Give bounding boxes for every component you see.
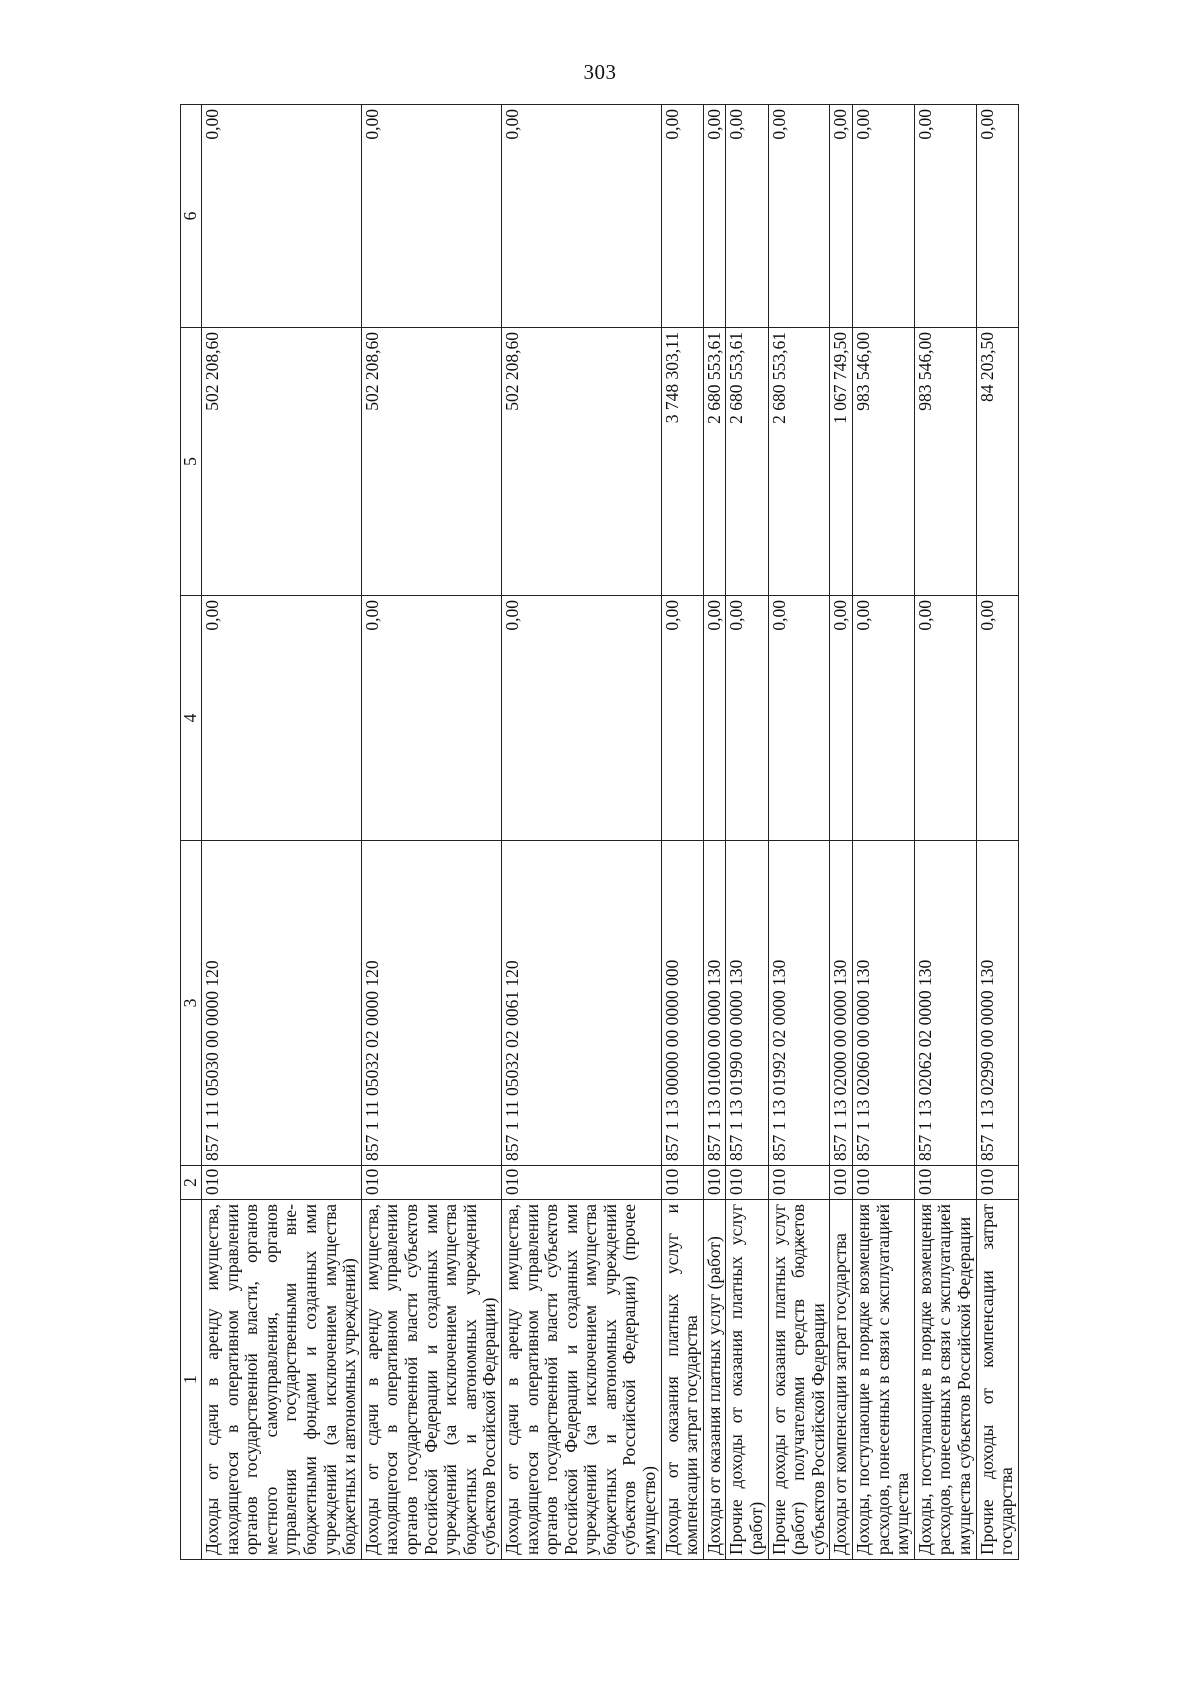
column-5-value: 983 546,00 (853, 328, 915, 596)
line-code: 010 (501, 1166, 661, 1200)
budget-classification-code: 857 1 13 01992 02 0000 130 (768, 841, 830, 1166)
page-number: 303 (583, 60, 617, 84)
budget-classification-code: 857 1 11 05030 00 0000 120 (202, 841, 362, 1166)
column-4-value: 0,00 (202, 596, 362, 841)
column-5-value: 502 208,60 (361, 328, 501, 596)
table-row (976, 105, 1018, 1560)
column-5-value: 3 748 303,11 (661, 328, 703, 596)
header-cell-4: 4 (181, 596, 202, 841)
column-6-value: 0,00 (501, 105, 661, 328)
budget-classification-code: 857 1 13 00000 00 0000 000 (661, 841, 703, 1166)
column-6-value: 0,00 (768, 105, 830, 328)
revenue-name: Доходы от сдачи в аренду имущества, находящегося в оперативном управлении органов государственной власти субъектов Российской Федерации и созданных ими учреждений (за исключением имущества бюджетных и автономных учреждений субъектов Российской Федерации) (прочее имущество) (501, 1200, 661, 1560)
header-cell-5: 5 (181, 328, 202, 596)
revenue-name: Доходы от оказания платных услуг и компенсации затрат государства (661, 1200, 703, 1560)
revenue-name: Прочие доходы от оказания платных услуг (работ) получателями средств бюджетов субъектов Российской Федерации (768, 1200, 830, 1560)
rotated-table-container (180, 105, 1150, 1560)
table-row (914, 105, 976, 1560)
line-code: 010 (703, 1166, 726, 1200)
line-code: 010 (830, 1166, 853, 1200)
column-6-value: 0,00 (703, 105, 726, 328)
column-6-value: 0,00 (726, 105, 768, 328)
column-5-value: 84 203,50 (976, 328, 1018, 596)
table-row (830, 105, 853, 1560)
table-row (726, 105, 768, 1560)
column-5-value: 1 067 749,50 (830, 328, 853, 596)
line-code: 010 (768, 1166, 830, 1200)
column-5-value: 2 680 553,61 (726, 328, 768, 596)
budget-classification-code: 857 1 13 02000 00 0000 130 (830, 841, 853, 1166)
table-row (661, 105, 703, 1560)
table-row (501, 105, 661, 1560)
column-4-value: 0,00 (661, 596, 703, 841)
column-4-value: 0,00 (361, 596, 501, 841)
table-row (361, 105, 501, 1560)
column-6-value: 0,00 (202, 105, 362, 328)
column-6-value: 0,00 (661, 105, 703, 328)
column-5-value: 502 208,60 (501, 328, 661, 596)
revenue-name: Прочие доходы от оказания платных услуг (работ) (726, 1200, 768, 1560)
budget-classification-code: 857 1 13 01990 00 0000 130 (726, 841, 768, 1166)
revenue-name: Доходы, поступающие в порядке возмещения расходов, понесенных в связи с эксплуатацией имущества субъектов Российской Федерации (914, 1200, 976, 1560)
budget-classification-code: 857 1 11 05032 02 0061 120 (501, 841, 661, 1166)
line-code: 010 (202, 1166, 362, 1200)
column-4-value: 0,00 (976, 596, 1018, 841)
column-5-value: 502 208,60 (202, 328, 362, 596)
column-4-value: 0,00 (914, 596, 976, 841)
column-5-value: 2 680 553,61 (703, 328, 726, 596)
header-cell-2: 2 (181, 1166, 202, 1200)
revenue-name: Доходы от сдачи в аренду имущества, находящегося в оперативном управлении органов государственной власти, органов местного самоуправления, органов управления государственными внебюджетными фондами и созданных ими учреждений (за исключением имущества бюджетных и автономных учреждений) (202, 1200, 362, 1560)
line-code: 010 (914, 1166, 976, 1200)
column-4-value: 0,00 (726, 596, 768, 841)
header-cell-6: 6 (181, 105, 202, 328)
line-code: 010 (726, 1166, 768, 1200)
budget-classification-code: 857 1 13 02060 00 0000 130 (853, 841, 915, 1166)
revenue-name: Доходы от компенсации затрат государства (830, 1200, 853, 1560)
column-4-value: 0,00 (501, 596, 661, 841)
table-row (703, 105, 726, 1560)
budget-classification-code: 857 1 13 01000 00 0000 130 (703, 841, 726, 1166)
column-5-value: 2 680 553,61 (768, 328, 830, 596)
revenue-name: Доходы, поступающие в порядке возмещения расходов, понесенных в связи с эксплуатацией имущества (853, 1200, 915, 1560)
line-code: 010 (976, 1166, 1018, 1200)
revenue-table (180, 104, 1019, 1560)
budget-classification-code: 857 1 11 05032 02 0000 120 (361, 841, 501, 1166)
line-code: 010 (361, 1166, 501, 1200)
header-cell-3: 3 (181, 841, 202, 1166)
column-6-value: 0,00 (853, 105, 915, 328)
budget-classification-code: 857 1 13 02062 02 0000 130 (914, 841, 976, 1166)
column-6-value: 0,00 (830, 105, 853, 328)
budget-classification-code: 857 1 13 02990 00 0000 130 (976, 841, 1018, 1166)
column-6-value: 0,00 (914, 105, 976, 328)
column-4-value: 0,00 (830, 596, 853, 841)
table-row (853, 105, 915, 1560)
table-row (768, 105, 830, 1560)
revenue-name: Доходы от сдачи в аренду имущества, находящегося в оперативном управлении органов государственной власти субъектов Российской Федерации и созданных ими учреждений (за исключением имущества бюджетных и автономных учреждений субъектов Российской Федерации) (361, 1200, 501, 1560)
column-4-value: 0,00 (703, 596, 726, 841)
column-4-value: 0,00 (768, 596, 830, 841)
column-4-value: 0,00 (853, 596, 915, 841)
header-row (181, 105, 202, 1560)
column-5-value: 983 546,00 (914, 328, 976, 596)
table-row (202, 105, 362, 1560)
column-6-value: 0,00 (976, 105, 1018, 328)
header-cell-1: 1 (181, 1200, 202, 1560)
line-code: 010 (661, 1166, 703, 1200)
revenue-name: Прочие доходы от компенсации затрат государства (976, 1200, 1018, 1560)
revenue-name: Доходы от оказания платных услуг (работ) (703, 1200, 726, 1560)
column-6-value: 0,00 (361, 105, 501, 328)
line-code: 010 (853, 1166, 915, 1200)
